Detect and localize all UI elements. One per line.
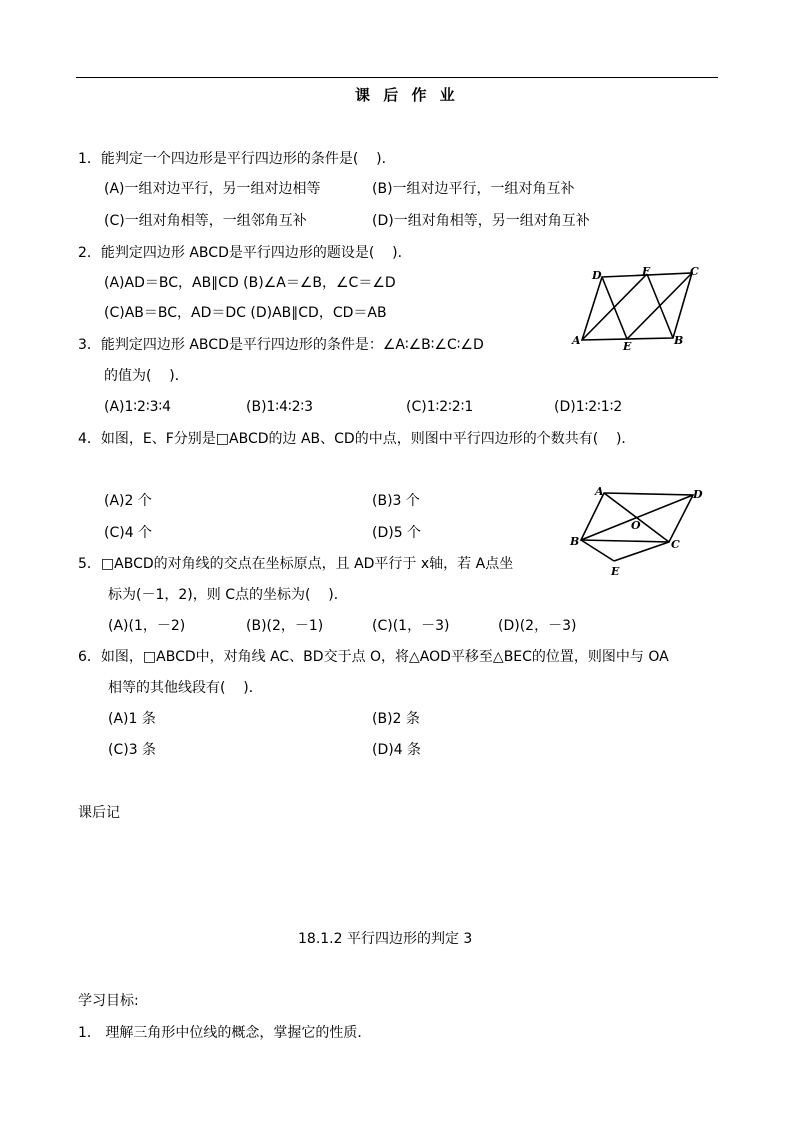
fig2-label-d: D: [693, 488, 703, 501]
fig2-label-c: C: [671, 538, 680, 551]
question-4-option-c: (C)4 个: [104, 525, 153, 541]
question-3-stem: 3．能判定四边形 ABCD是平行四边形的条件是：∠A∶∠B∶∠C∶∠D: [78, 337, 484, 353]
parallelogram-figure-1: [565, 262, 705, 352]
question-4-stem: 4．如图，E、F分别是□ABCD的边 AB、CD的中点，则图中平行四边形的个数共有( )．: [78, 431, 636, 447]
question-3-option-c: (C)1∶2∶2∶1: [406, 399, 474, 415]
question-1-option-d: (D)一组对角相等，另一组对角互补: [372, 213, 590, 229]
question-6-stem: 6．如图，□ABCD中，对角线 AC、BD交于点 O，将△AOD平移至△BEC的位置，则图中与 OA: [78, 649, 669, 665]
fig1-label-e: E: [623, 340, 632, 352]
question-3-option-d: (D)1∶2∶1∶2: [554, 399, 623, 415]
fig1-label-d: D: [592, 269, 602, 282]
page-title: 课 后 作 业: [355, 86, 459, 104]
question-2-options-cd: (C)AB＝BC，AD＝DC (D)AB∥CD，CD＝AB: [104, 305, 387, 321]
fig2-label-b: B: [570, 535, 580, 548]
fig1-label-f: F: [642, 265, 650, 278]
question-2-options-ab: (A)AD＝BC，AB∥CD (B)∠A＝∠B，∠C＝∠D: [104, 275, 396, 291]
question-1-option-b: (B)一组对边平行，一组对角互补: [372, 181, 575, 197]
fig2-label-a: A: [595, 485, 604, 498]
question-4-option-b: (B)3 个: [372, 493, 420, 509]
question-6-option-d: (D)4 条: [372, 742, 422, 758]
question-1-option-c: (C)一组对角相等，一组邻角互补: [104, 213, 307, 229]
question-1-option-a: (A)一组对边平行，另一组对边相等: [104, 181, 321, 197]
goals-label: 学习目标:: [78, 993, 139, 1009]
question-5-stem-cont: 标为(－1，2)，则 C点的坐标为( )．: [108, 587, 348, 603]
fig2-label-e: E: [611, 565, 620, 578]
section-title: 18.1.2 平行四边形的判定 3: [298, 931, 473, 947]
fig1-label-b: B: [674, 334, 684, 347]
question-4-option-a: (A)2 个: [104, 493, 152, 509]
question-5-option-d: (D)(2，－3): [498, 618, 577, 634]
question-5-stem: 5．□ABCD的对角线的交点在坐标原点，且 AD平行于 x轴，若 A点坐: [78, 556, 514, 572]
question-3-option-b: (B)1∶4∶2∶3: [246, 399, 314, 415]
fig1-label-c: C: [690, 265, 699, 278]
question-3-stem-cont: 的值为( )．: [104, 368, 189, 384]
question-5-option-b: (B)(2，－1): [246, 618, 324, 634]
parallelogram-figure-2: [565, 482, 710, 580]
goal-1: 1． 理解三角形中位线的概念，掌握它的性质．: [78, 1025, 372, 1041]
fig1-label-a: A: [572, 334, 581, 347]
question-6-stem-cont: 相等的其他线段有( )．: [108, 680, 263, 696]
header-rule: [76, 77, 718, 78]
question-6-option-a: (A)1 条: [108, 711, 156, 727]
question-2-stem: 2．能判定四边形 ABCD是平行四边形的题设是( )．: [78, 245, 412, 261]
notes-label: 课后记: [78, 805, 120, 821]
question-1-stem: 1．能判定一个四边形是平行四边形的条件是( )．: [78, 151, 396, 167]
question-6-option-c: (C)3 条: [108, 742, 157, 758]
question-5-option-c: (C)(1，－3): [372, 618, 450, 634]
question-5-option-a: (A)(1，－2): [108, 618, 186, 634]
question-3-option-a: (A)1∶2∶3∶4: [104, 399, 172, 415]
fig2-label-o: O: [631, 519, 641, 532]
question-4-option-d: (D)5 个: [372, 525, 422, 541]
question-6-option-b: (B)2 条: [372, 711, 420, 727]
